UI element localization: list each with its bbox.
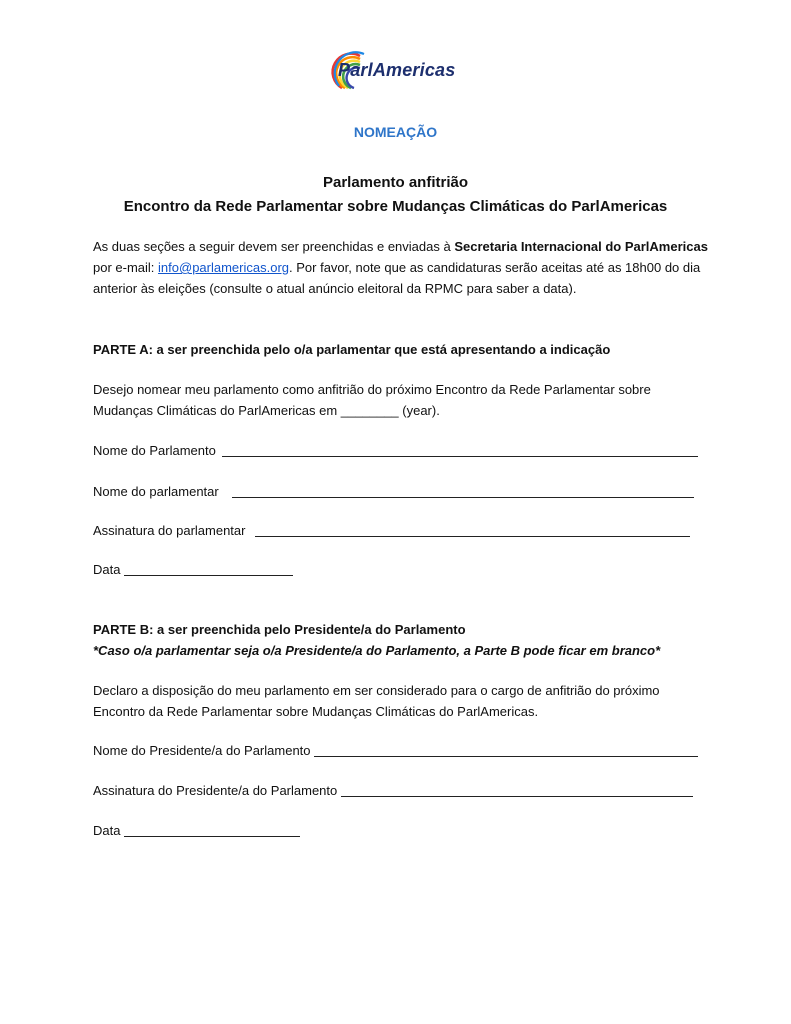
intro-secretariat: Secretaria Internacional do ParlAmericas — [454, 239, 708, 254]
part-a-date-label: Data — [93, 562, 121, 577]
mp-name-label: Nome do parlamentar — [93, 484, 219, 499]
email-link[interactable]: info@parlamericas.org — [158, 260, 290, 275]
subtitle-host-parliament: Parlamento anfitrião — [322, 174, 469, 191]
speaker-signature-label: Assinatura do Presidente/a do Parlamento — [93, 783, 338, 798]
parliament-name-label: Nome do Parlamento — [93, 443, 216, 458]
intro-line-2 — [93, 260, 700, 276]
speaker-name-label: Nome do Presidente/a do Parlamento — [93, 743, 311, 758]
part-b-heading: PARTE B: a ser preenchida pelo Presidente/a do Parlamento — [93, 622, 466, 637]
subtitle-meeting: Encontro da Rede Parlamentar sobre Mudanças Climáticas do ParlAmericas — [123, 198, 668, 215]
part-a-heading: PARTE A: a ser preenchida pelo o/a parlamentar que está apresentando a indicação — [93, 342, 611, 357]
logo-text: ParlAmericas — [338, 60, 456, 80]
intro-text: . Por favor, note que as candidaturas serão aceitas até as 18h00 do dia — [289, 260, 701, 275]
parliament-name-field[interactable] — [222, 456, 698, 457]
speaker-signature-field[interactable] — [341, 796, 693, 797]
intro-line-3: anterior às eleições (consulte o atual anúncio eleitoral da RPMC para saber a data). — [93, 281, 577, 296]
part-b-text-line-2: Encontro da Rede Parlamentar sobre Mudanças Climáticas do ParlAmericas. — [93, 704, 539, 719]
intro-line-1 — [93, 239, 708, 255]
part-b-text-line-1: Declaro a disposição do meu parlamento em ser considerado para o cargo de anfitrião do próximo — [93, 683, 660, 698]
part-a-date-field[interactable] — [124, 575, 293, 576]
part-b-date-field[interactable] — [124, 836, 300, 837]
part-a-text-line-1: Desejo nomear meu parlamento como anfitrião do próximo Encontro da Rede Parlamentar sobre — [93, 382, 651, 397]
mp-signature-field[interactable] — [255, 536, 690, 537]
intro-text: por e-mail: — [93, 260, 159, 275]
speaker-name-field[interactable] — [314, 756, 698, 757]
page-title: NOMEAÇÃO — [353, 124, 438, 140]
mp-signature-label: Assinatura do parlamentar — [93, 523, 246, 538]
part-b-note: *Caso o/a parlamentar seja o/a Presidente/a do Parlamento, a Parte B pode ficar em branco* — [93, 643, 661, 658]
part-a-text-line-2: Mudanças Climáticas do ParlAmericas em ________ (year). — [93, 403, 440, 418]
mp-name-field[interactable] — [232, 497, 694, 498]
part-b-date-label: Data — [93, 823, 121, 838]
intro-text: As duas seções a seguir devem ser preenchidas e enviadas à — [93, 239, 455, 254]
